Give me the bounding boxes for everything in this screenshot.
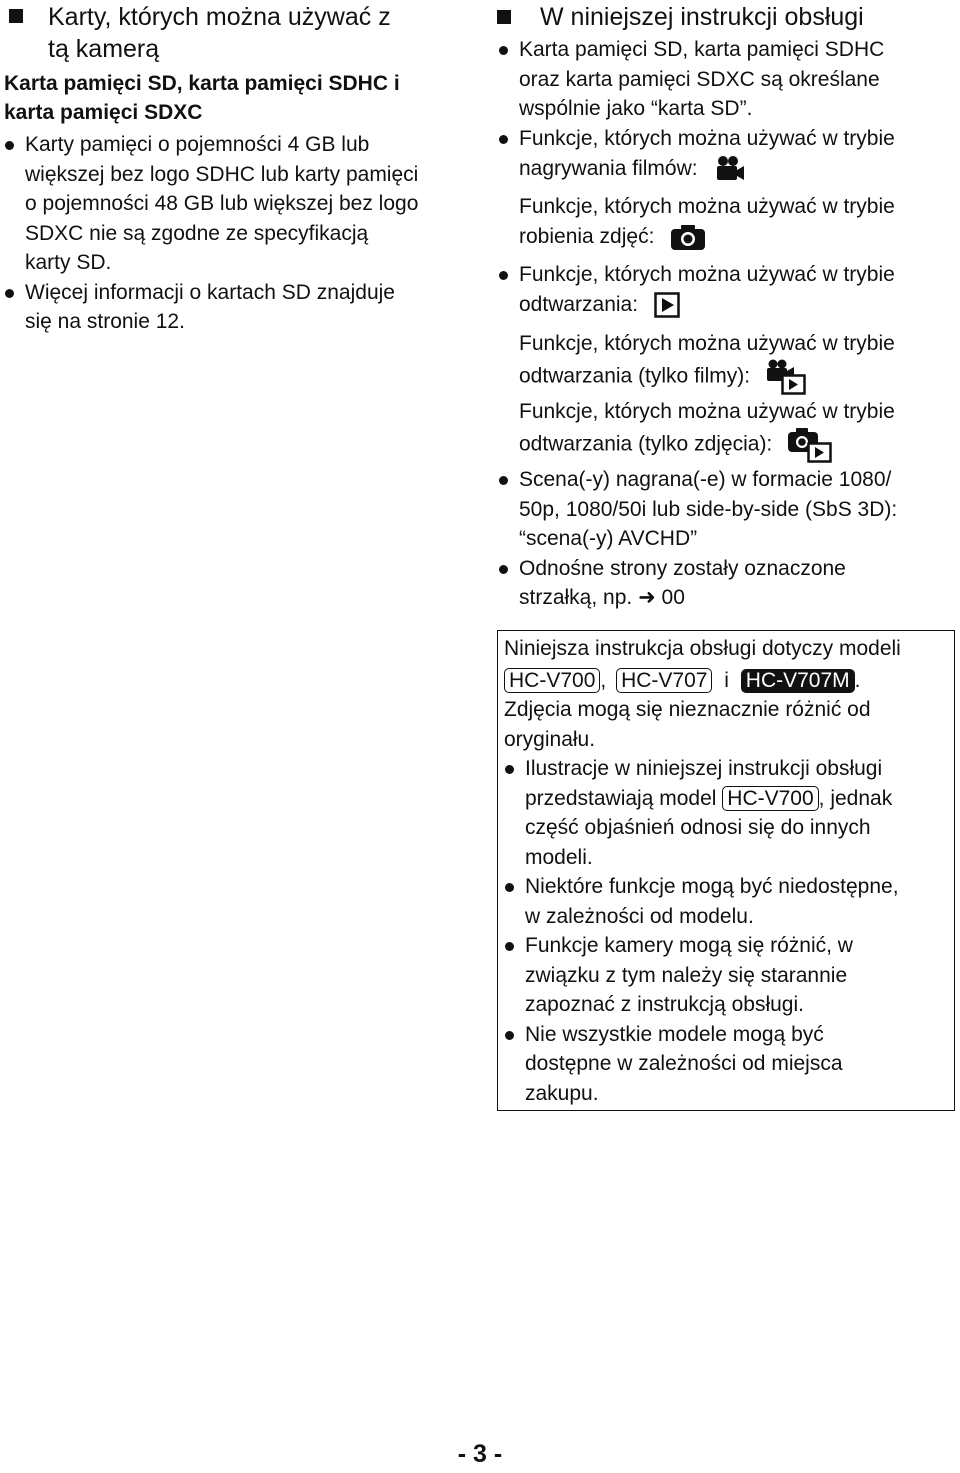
models-note-box: Niniejsza instrukcja obsługi dotyczy modeli HC-V700 , HC-V707 i HC-V707M . Zdjęcia mogą się nieznacznie różnić od oryginału. Ilustracje w niniejszej instrukcji obsługi przedstawiają model HC-V700 , jednak część objaśnień odnosi się do innych modeli. Niektóre funkcje mogą być niedostępne, w zależności od modelu. Funkcje kamery mogą się różnić, w związku z tym należy się starannie zapoznać z instrukcją obsługi. Nie wszystkie modele mogą być dostępne w zależności od miejsca zakupu. [497,630,955,1111]
list-item: Scena(-y) nagrana(-e) w formacie 1080/ 50p, 1080/50i lub side-by-side (SbS 3D): “scena(-y) AVCHD” [519,465,959,554]
bullet-icon [505,942,514,951]
bullet-icon [505,765,514,774]
bullet-icon [505,883,514,892]
model-badge: HC-V700 [722,786,818,811]
conventions-list [519,35,959,124]
list-item: Funkcje kamery mogą się różnić, w związku z tym należy się starannie zapoznać z instrukcją obsługi. [525,931,954,1020]
page-reference-arrow-icon: ➜ [638,586,656,609]
card-types-subheading: Karta pamięci SD, karta pamięci SDHC i karta pamięci SDXC [4,72,400,124]
text-paragraph: Funkcje, których można używać w trybie odtwarzania (tylko zdjęcia): [519,397,959,463]
text-paragraph: Funkcje, których można używać w trybie robienia zdjęć: [519,192,959,251]
list-item: Funkcje, których można używać w trybie odtwarzania: [519,260,959,319]
list-item: Karta pamięci SD, karta pamięci SDHC oraz karta pamięci SDXC są określane wspólnie jako “karta SD”. [519,35,959,124]
model-badge: HC-V700 [504,668,600,693]
list-item: Odnośne strony zostały oznaczone strzałką, np. ➜ 00 [519,554,959,613]
model-badge: HC-V707M [741,669,855,693]
text-paragraph: Funkcje, których można używać w trybie odtwarzania (tylko filmy): [519,329,959,395]
section-heading: W niniejszej instrukcji obsługi [478,1,864,33]
list-item: Karty pamięci o pojemności 4 GB lub większej bez logo SDHC lub karty pamięci o pojemności 48 GB lub większej bez logo SDXC nie są zgodne ze specyfikacją karty SD. [25,130,470,278]
list-item: Ilustracje w niniejszej instrukcji obsługi przedstawiają model HC-V700 , jednak część objaśnień odnosi się do innych modeli. [525,754,954,872]
bullet-icon [499,135,508,144]
note-list [504,754,954,1108]
card-notes-list [25,130,470,337]
bullet-icon [5,289,14,298]
bullet-icon [499,46,508,55]
list-item: Funkcje, których można używać w trybie nagrywania filmów: [519,124,959,183]
square-bullet-icon [9,9,23,23]
list-item: Więcej informacji o kartach SD znajduje się na stronie 12. [25,278,470,337]
movie-camera-icon [713,155,745,183]
square-bullet-icon [497,10,511,24]
heading-line: Karty, których można używać z [48,3,391,31]
section-compatible-cards [0,0,470,333]
page-reference: 00 [661,586,685,609]
page-number: - 3 - [457,1440,503,1468]
bullet-icon [5,141,14,150]
movie-playback-icon [764,359,808,395]
section-heading [0,0,470,65]
bullet-icon [499,476,508,485]
bullet-icon [505,1031,514,1040]
heading-line: tą kamerą [48,35,160,63]
list-item: Nie wszystkie modele mogą być dostępne w zależności od miejsca zakupu. [525,1020,954,1109]
list-item: Niektóre funkcje mogą być niedostępne, w zależności od modelu. [525,872,954,931]
bullet-icon [499,565,508,574]
photo-camera-icon [670,223,706,251]
model-badge: HC-V707 [616,668,712,693]
playback-icon [654,292,680,318]
photo-playback-icon [786,427,834,463]
bullet-icon [499,271,508,280]
conventions-list-2 [519,465,959,613]
